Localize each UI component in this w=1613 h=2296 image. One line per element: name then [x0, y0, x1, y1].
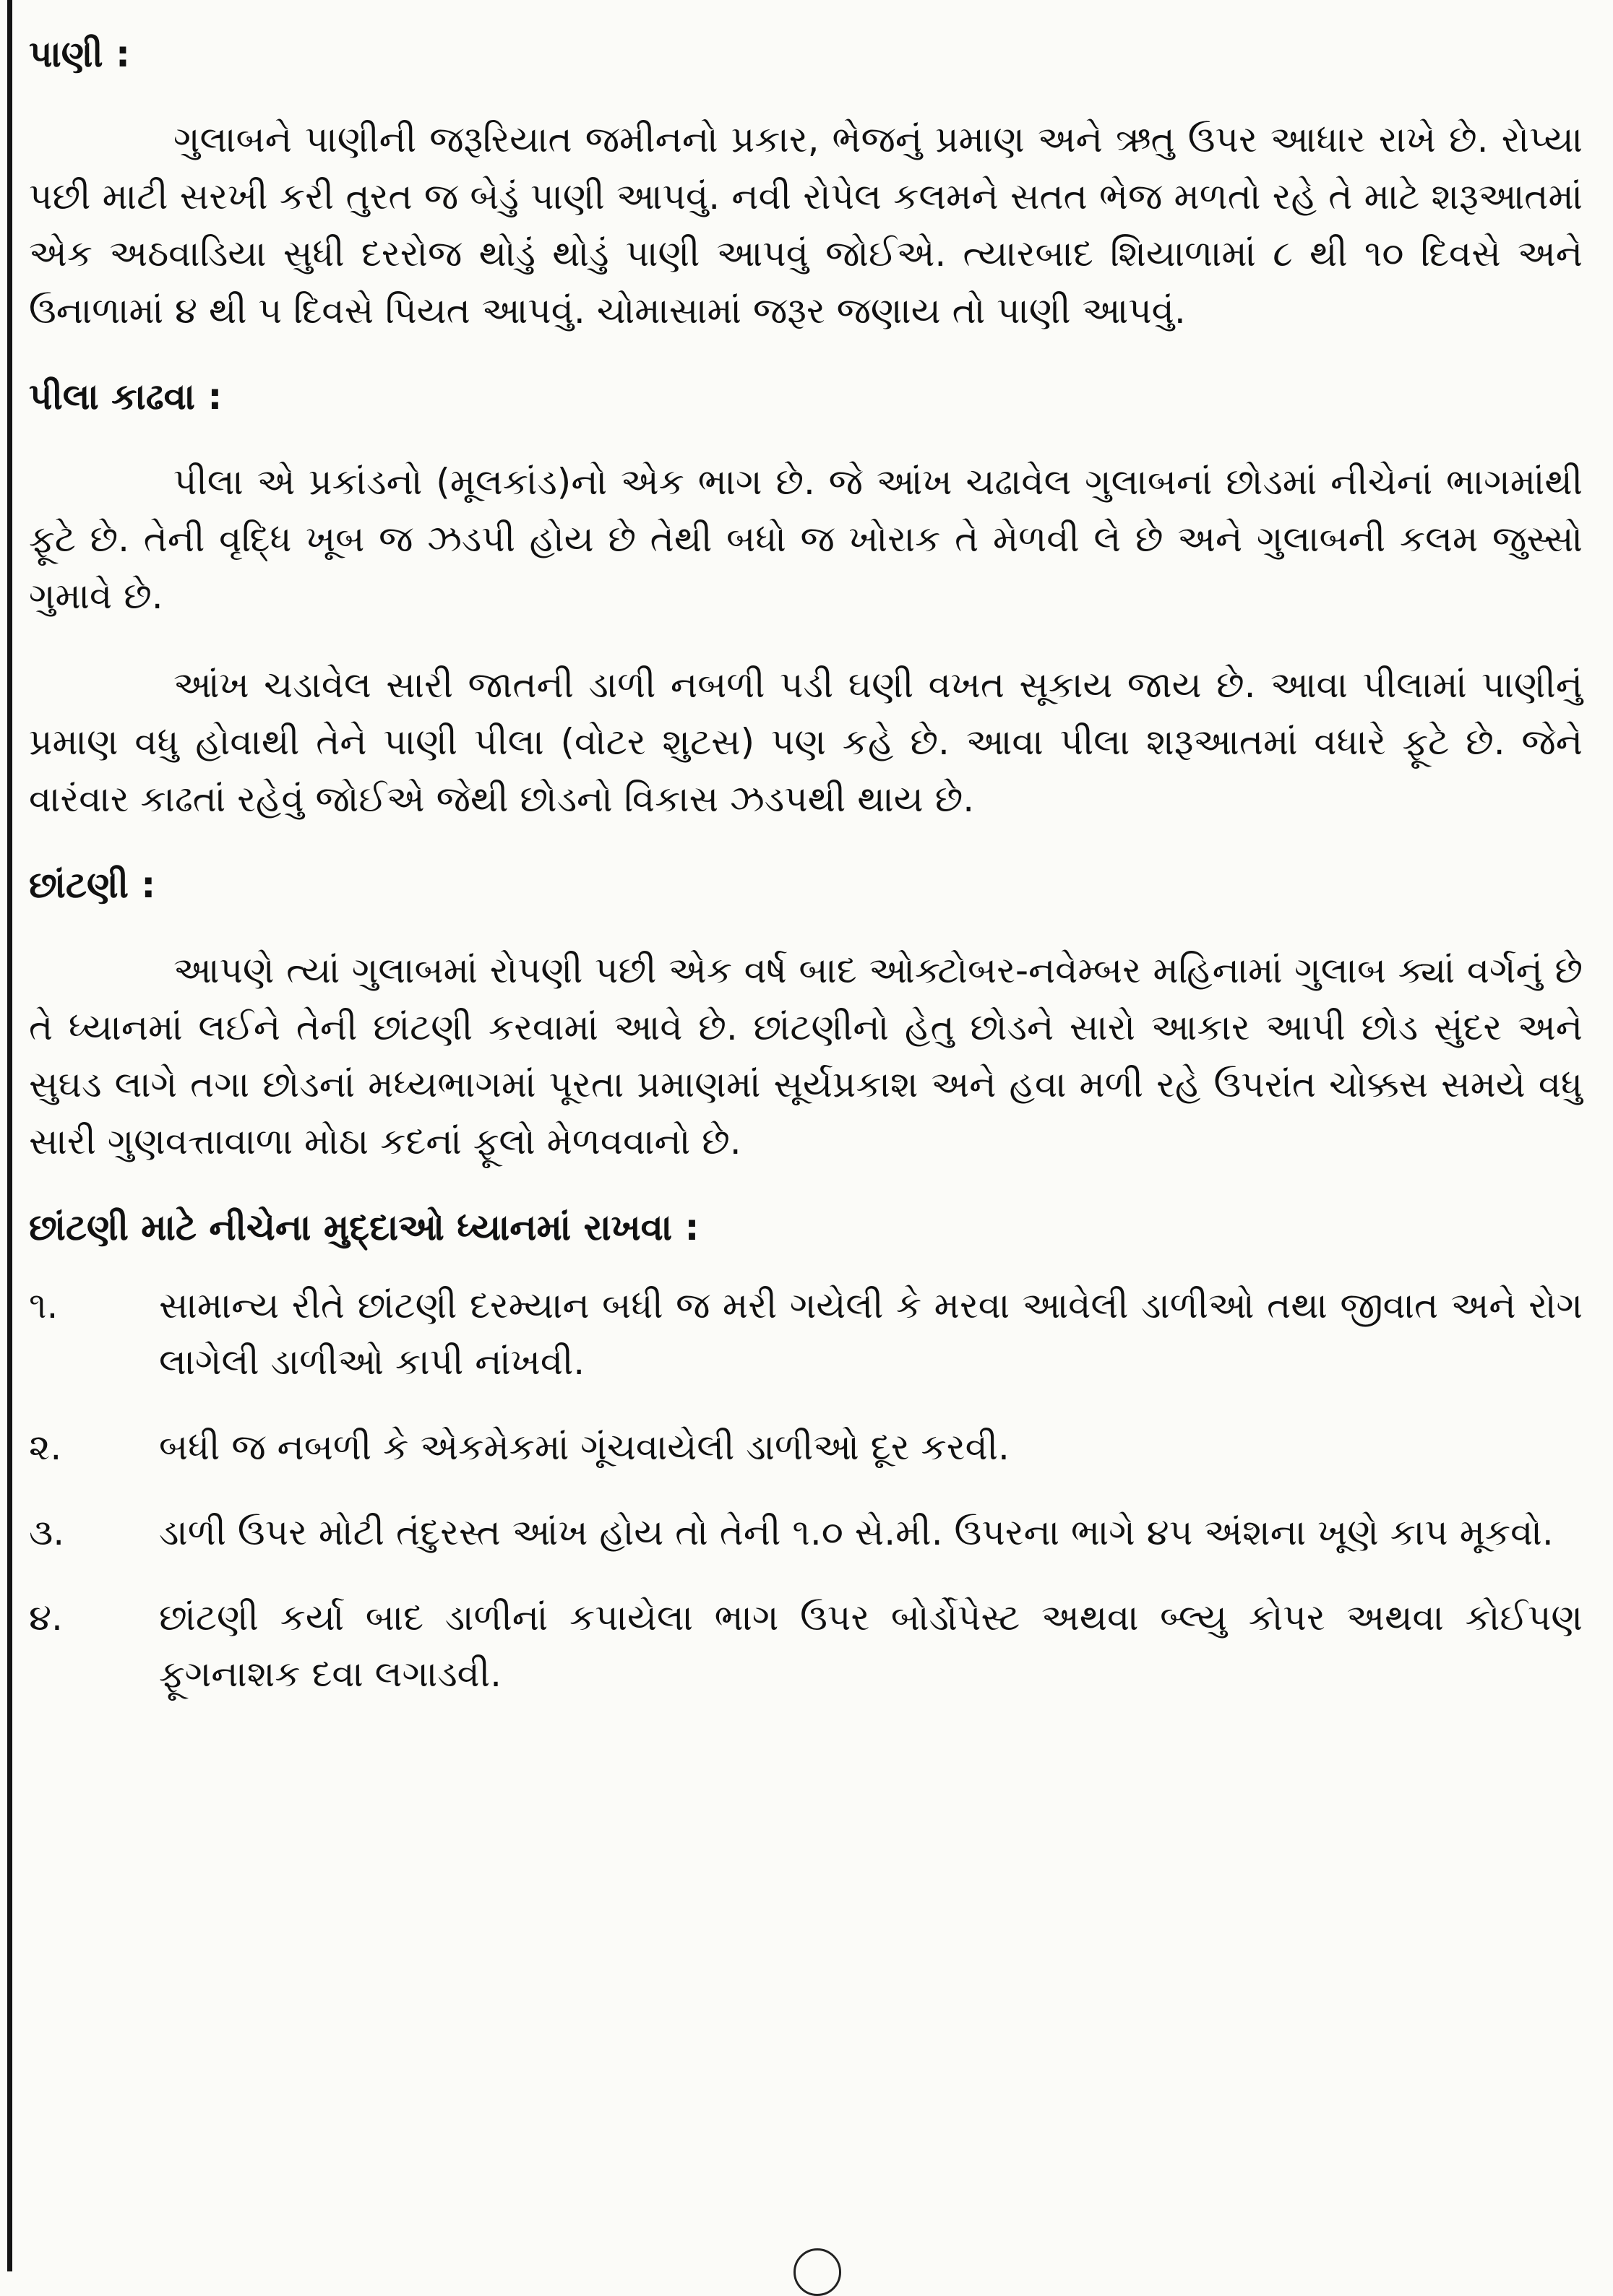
list-item-text: બધી જ નબળી કે એકમેકમાં ગૂંચવાયેલી ડાળીઓ દૂર કરવી. [159, 1426, 1010, 1468]
list-item-number: ૧. [29, 1285, 59, 1326]
list-item-text: સામાન્ય રીતે છાંટણી દરમ્યાન બધી જ મરી ગયેલી કે મરવા આવેલી ડાળીઓ તથા જીવાત અને રોગ લાગેલી ડાળીઓ કાપી નાંખવી. [159, 1285, 1583, 1383]
left-margin-rule [7, 0, 12, 2271]
suckers-paragraph-2: આંખ ચડાવેલ સારી જાતની ડાળી નબળી પડી ઘણી વખત સૂકાય જાય છે. આવા પીલામાં પાણીનું પ્રમાણ વધુ હોવાથી તેને પાણી પીલા (વોટર શુટસ) પણ કહે છે. આવા પીલા શરૂઆતમાં વધારે ફૂટે છે. જેને વારંવાર કાઢતાં રહેવું જોઈએ જેથી છોડનો વિકાસ ઝડપથી થાય છે. [29, 664, 1583, 820]
list-item [29, 1419, 1583, 1475]
section-heading-water: પાણી : [29, 33, 131, 75]
list-item-text: ડાળી ઉપર મોટી તંદુરસ્ત આંખ હોય તો તેની ૧.૦ સે.મી. ઉપરના ભાગે ૪૫ અંશના ખૂણે કાપ મૂકવો. [159, 1511, 1554, 1553]
suckers-paragraph-1: પીલા એ પ્રકાંડનો (મૂલકાંડ)નો એક ભાગ છે. જે આંખ ચઢાવેલ ગુલાબનાં છોડમાં નીચેનાં ભાગમાંથી ફૂટે છે. તેની વૃદ્ધિ ખૂબ જ ઝડપી હોય છે તેથી બધો જ ખોરાક તે મેળવી લે છે અને ગુલાબની કલમ જુસ્સો ગુમાવે છે. [29, 461, 1583, 617]
list-item-number: ૩. [29, 1511, 65, 1553]
list-item [29, 1504, 1583, 1561]
section-heading-suckers: પીલા કાઢવા : [29, 376, 223, 418]
document-page [29, 29, 1583, 1702]
pruning-points-list [29, 1277, 1583, 1702]
list-item-text: છાંટણી કર્યા બાદ ડાળીનાં કપાયેલા ભાગ ઉપર બોર્ડોપેસ્ટ અથવા બ્લ્યુ કોપર અથવા કોઈપણ ફૂગનાશક દવા લગાડવી. [159, 1597, 1583, 1695]
water-paragraph: ગુલાબને પાણીની જરૂરિયાત જમીનનો પ્રકાર, ભેજનું પ્રમાણ અને ઋતુ ઉપર આધાર રાખે છે. રોપ્યા પછી માટી સરખી કરી તુરત જ બેડું પાણી આપવું. નવી રોપેલ કલમને સતત ભેજ મળતો રહે તે માટે શરૂઆતમાં એક અઠવાડિયા સુધી દરરોજ થોડું થોડું પાણી આપવું જોઈએ. ત્યારબાદ શિયાળામાં ૮ થી ૧૦ દિવસે અને ઉનાળામાં ૪ થી ૫ દિવસે પિયત આપવું. ચોમાસામાં જરૂર જણાય તો પાણી આપવું. [29, 118, 1583, 332]
list-item [29, 1277, 1583, 1390]
section-heading-pruning-points: છાંટણી માટે નીચેના મુદ્દાઓ ધ્યાનમાં રાખવા : [29, 1207, 700, 1248]
pruning-paragraph: આપણે ત્યાં ગુલાબમાં રોપણી પછી એક વર્ષ બાદ ઓક્ટોબર-નવેમ્બર મહિનામાં ગુલાબ ક્યાં વર્ગનું છે તે ધ્યાનમાં લઈને તેની છાંટણી કરવામાં આવે છે. છાંટણીનો હેતુ છોડને સારો આકાર આપી છોડ સુંદર અને સુઘડ લાગે તગા છોડનાં મધ્યભાગમાં પૂરતા પ્રમાણમાં સૂર્યપ્રકાશ અને હવા મળી રહે ઉપરાંત ચોક્કસ સમયે વધુ સારી ગુણવત્તાવાળા મોઠા કદનાં ફૂલો મેળવવાનો છે. [29, 949, 1583, 1162]
list-item [29, 1589, 1583, 1702]
page-number-circle [793, 2248, 841, 2296]
list-item-number: ૨. [29, 1426, 62, 1468]
section-heading-pruning: છાંટણી : [29, 864, 156, 906]
list-item-number: ૪. [29, 1597, 63, 1639]
